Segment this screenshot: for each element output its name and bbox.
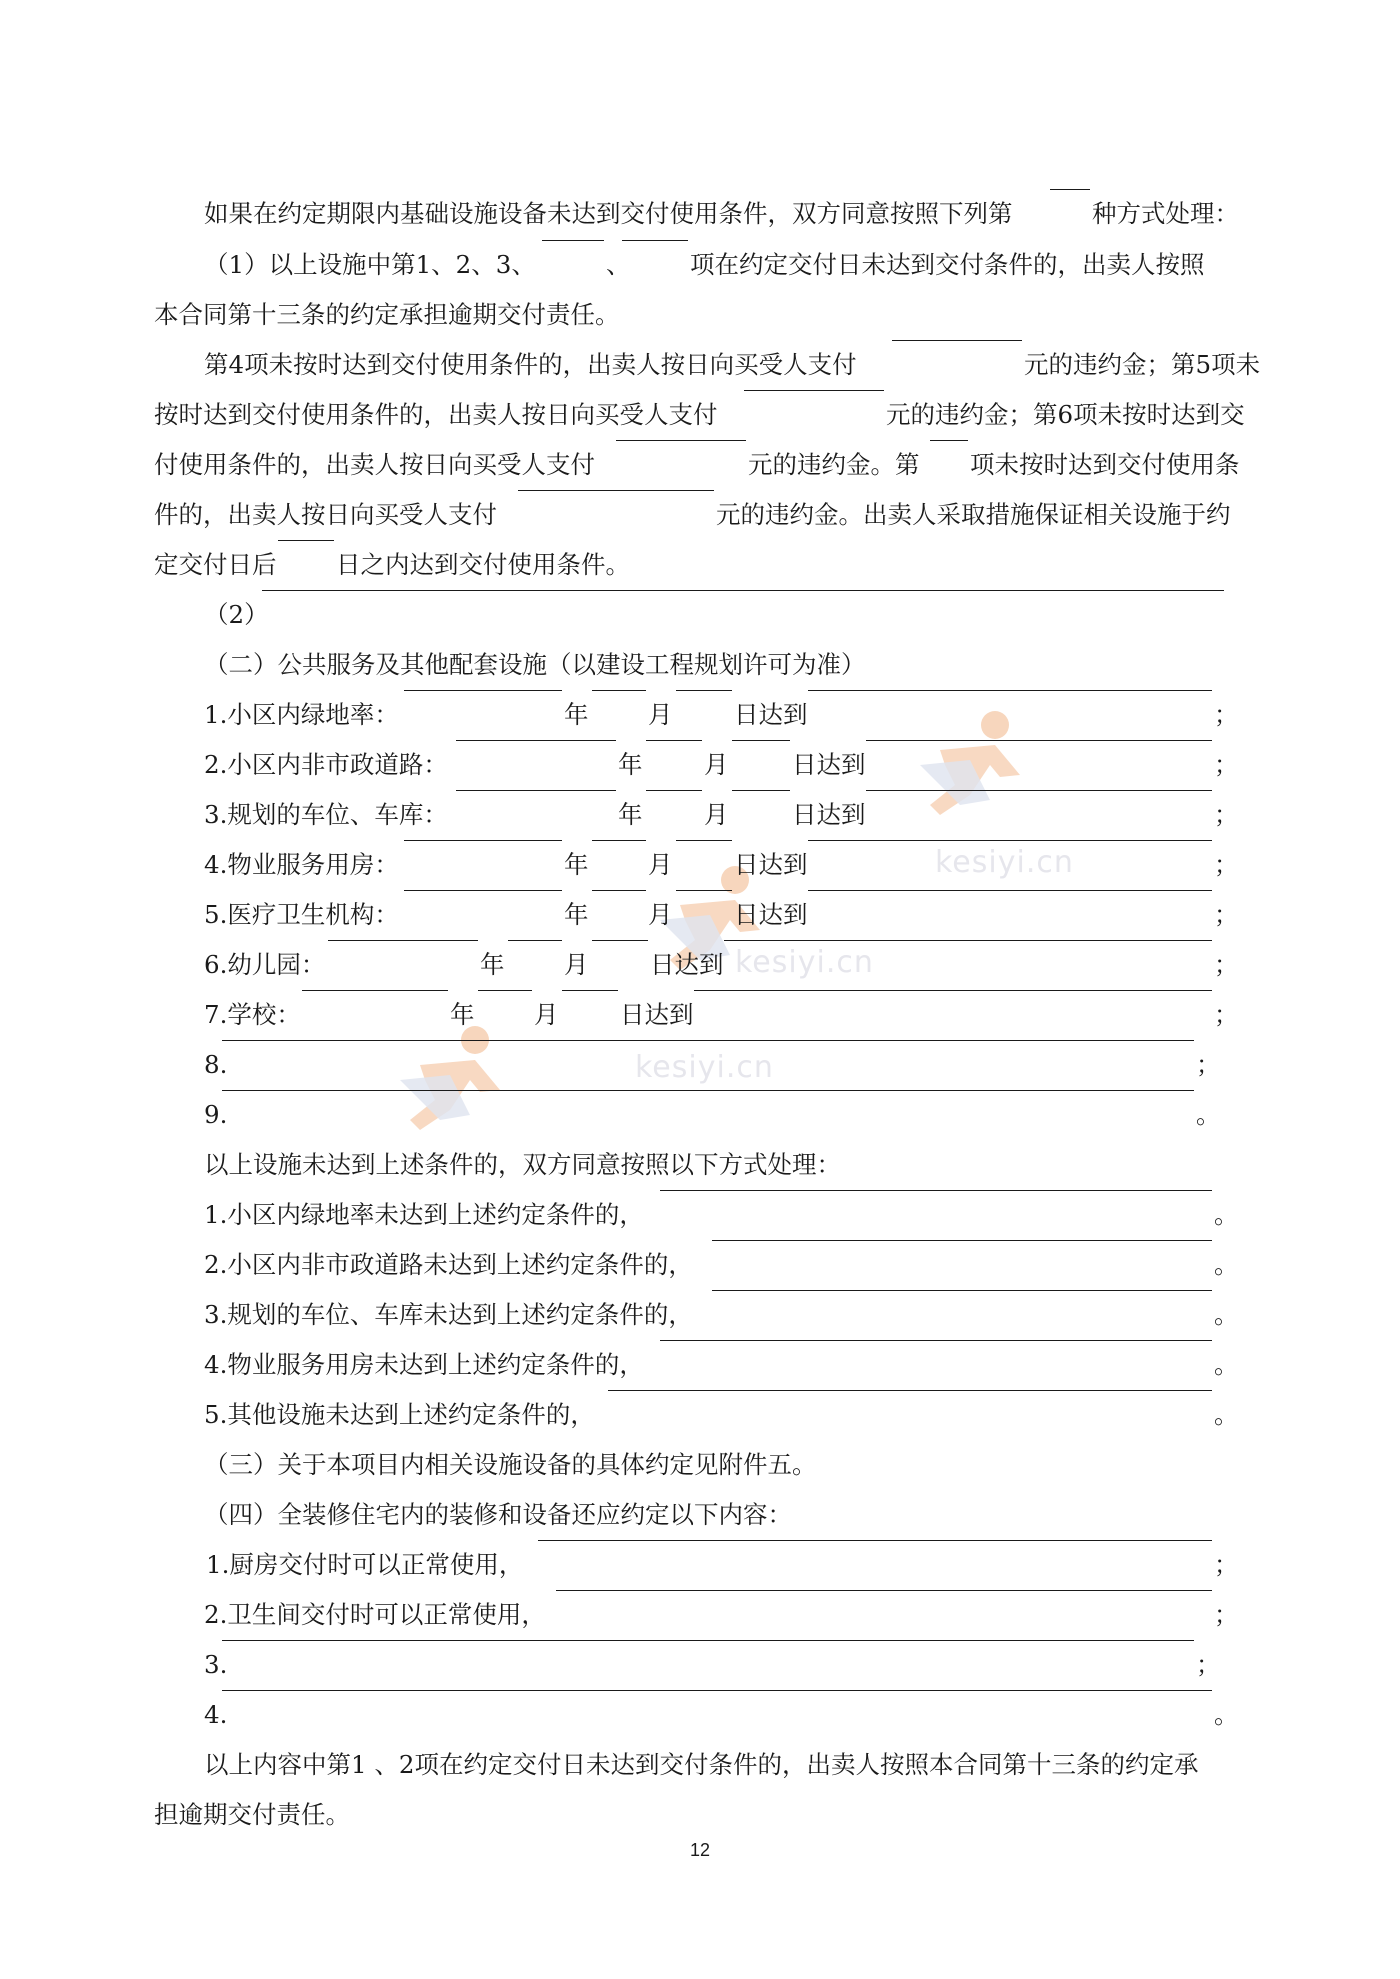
final-line1 <box>0 1740 1400 1790</box>
decor-row <box>0 1640 1400 1690</box>
decor-field[interactable] <box>538 1540 1212 1541</box>
facility-condition-field[interactable] <box>694 990 1212 991</box>
penalty-text: 元的违约金；第5项未 <box>1024 350 1261 379</box>
section2-title <box>0 640 1400 690</box>
month-label: 月 <box>648 900 673 929</box>
month-label: 月 <box>564 950 589 979</box>
day-reach-label: 日达到 <box>734 850 808 879</box>
handling-label: 1.小区内绿地率未达到上述约定条件的， <box>204 1200 644 1229</box>
year-label: 年 <box>564 900 589 929</box>
item1-line2 <box>0 290 1400 340</box>
penalty-line2 <box>0 390 1400 440</box>
item2-line <box>0 590 1400 640</box>
facility-year-field[interactable] <box>456 740 616 741</box>
handling-label: 5.其他设施未达到上述约定条件的， <box>204 1400 595 1429</box>
final-line2 <box>0 1790 1400 1840</box>
decor-field[interactable] <box>556 1590 1212 1591</box>
extra-facility-row <box>0 1040 1400 1090</box>
month-label: 月 <box>704 800 729 829</box>
penalty-field-6[interactable] <box>616 440 746 441</box>
decor-field[interactable] <box>222 1690 1212 1691</box>
penalty-text: 定交付日后 <box>154 550 277 579</box>
extra-item-label: 9. <box>204 1100 228 1129</box>
facility-month-field[interactable] <box>646 740 702 741</box>
period: 。 <box>1214 1200 1239 1229</box>
watermark-text: kesiyi.cn <box>635 1050 774 1085</box>
facility-condition-field[interactable] <box>724 940 1212 941</box>
penalty-line1 <box>0 340 1400 390</box>
item2-label: （2） <box>204 600 269 629</box>
year-label: 年 <box>618 750 643 779</box>
item1-field-a[interactable] <box>542 240 604 241</box>
handling-row <box>0 1390 1400 1440</box>
facility-label: 5.医疗卫生机构： <box>204 900 399 929</box>
facility-month-field[interactable] <box>592 890 646 891</box>
penalty-field-5[interactable] <box>744 390 884 391</box>
handling-label: 4.物业服务用房未达到上述约定条件的， <box>204 1350 644 1379</box>
facility-year-field[interactable] <box>456 790 616 791</box>
decor-row <box>0 1690 1400 1740</box>
penalty-text: 元的违约金；第6项未按时达到交 <box>886 400 1245 429</box>
penalty-field-other[interactable] <box>518 490 714 491</box>
semicolon: ； <box>1214 800 1239 829</box>
facility-month-field[interactable] <box>592 840 646 841</box>
period: 。 <box>1214 1350 1239 1379</box>
handling-field[interactable] <box>608 1390 1212 1391</box>
facility-condition-field[interactable] <box>866 740 1212 741</box>
extra-facility-row <box>0 1090 1400 1140</box>
facility-label: 6.幼儿园： <box>204 950 326 979</box>
facility-day-field[interactable] <box>562 990 618 991</box>
facility-label: 7.学校： <box>204 1000 301 1029</box>
item1-field-b[interactable] <box>622 240 688 241</box>
facility-year-field[interactable] <box>404 840 562 841</box>
facility-year-field[interactable] <box>404 890 562 891</box>
day-reach-label: 日达到 <box>650 950 724 979</box>
year-label: 年 <box>450 1000 475 1029</box>
facility-year-field[interactable] <box>302 990 448 991</box>
penalty-text: 第4项未按时达到交付使用条件的，出卖人按日向买受人支付 <box>204 350 857 379</box>
period: 。 <box>1214 1400 1239 1429</box>
semicolon: ； <box>1214 1550 1239 1579</box>
facility-condition-field[interactable] <box>808 840 1212 841</box>
decor-label: 3. <box>204 1650 228 1679</box>
penalty-text: 元的违约金。第 <box>748 450 920 479</box>
period: 。 <box>1214 1250 1239 1279</box>
semicolon: ； <box>1214 750 1239 779</box>
extra-item-field[interactable] <box>222 1040 1194 1041</box>
facility-day-field[interactable] <box>732 790 790 791</box>
handling-field[interactable] <box>660 1190 1212 1191</box>
facility-label: 3.规划的车位、车库： <box>204 800 448 829</box>
period: 。 <box>1196 1100 1221 1129</box>
penalty-text: 项未按时达到交付使用条 <box>970 450 1240 479</box>
item1-text-end: 项在约定交付日未达到交付条件的，出卖人按照 <box>690 250 1205 279</box>
period: 。 <box>1214 1700 1239 1729</box>
handling-row <box>0 1240 1400 1290</box>
facility-label: 1.小区内绿地率： <box>204 700 399 729</box>
item1-text: （1）以上设施中第1、2、3、 <box>204 250 536 279</box>
penalty-text: 按时达到交付使用条件的，出卖人按日向买受人支付 <box>154 400 718 429</box>
day-reach-label: 日达到 <box>792 800 866 829</box>
handling-label: 2.小区内非市政道路未达到上述约定条件的， <box>204 1250 693 1279</box>
handling-field[interactable] <box>712 1240 1212 1241</box>
item2-field[interactable] <box>262 590 1224 591</box>
penalty-text: 元的违约金。出卖人采取措施保证相关设施于约 <box>716 500 1231 529</box>
item1-line1 <box>0 240 1400 290</box>
handling-field[interactable] <box>712 1290 1212 1291</box>
day-reach-label: 日达到 <box>734 900 808 929</box>
facility-month-field[interactable] <box>646 790 702 791</box>
facility-label: 4.物业服务用房： <box>204 850 399 879</box>
handling-row <box>0 1190 1400 1240</box>
facility-month-field[interactable] <box>508 940 562 941</box>
facility-day-field[interactable] <box>732 740 790 741</box>
facility-month-field[interactable] <box>592 690 646 691</box>
facility-row <box>0 990 1400 1040</box>
year-label: 年 <box>480 950 505 979</box>
penalty-field-4[interactable] <box>892 340 1022 341</box>
extra-item-field[interactable] <box>222 1090 1194 1091</box>
decor-label: 1.厨房交付时可以正常使用， <box>206 1550 524 1579</box>
penalty-item-number-field[interactable] <box>930 440 968 441</box>
semicolon: ； <box>1214 900 1239 929</box>
handling-field[interactable] <box>660 1340 1212 1341</box>
facility-row <box>0 740 1400 790</box>
facility-condition-field[interactable] <box>808 690 1212 691</box>
facility-year-field[interactable] <box>404 690 562 691</box>
facility-month-field[interactable] <box>478 990 532 991</box>
facility-day-field[interactable] <box>676 840 732 841</box>
page-number: 12 <box>689 1840 711 1860</box>
item1-separator: 、 <box>606 250 631 279</box>
day-reach-label: 日达到 <box>734 700 808 729</box>
semicolon: ； <box>1196 1050 1221 1079</box>
handling-title-text: 以上设施未达到上述条件的，双方同意按照以下方式处理： <box>204 1150 841 1179</box>
month-label: 月 <box>534 1000 559 1029</box>
day-reach-label: 日达到 <box>792 750 866 779</box>
facility-condition-field[interactable] <box>808 890 1212 891</box>
method-line <box>0 189 1400 239</box>
day-reach-label: 日达到 <box>620 1000 694 1029</box>
extra-item-label: 8. <box>204 1050 228 1079</box>
section4-title <box>0 1490 1400 1540</box>
facility-label: 2.小区内非市政道路： <box>204 750 448 779</box>
section2-title-text: （二）公共服务及其他配套设施（以建设工程规划许可为准） <box>204 650 866 679</box>
final-text: 以上内容中第1 、2项在约定交付日未达到交付条件的，出卖人按照本合同第十三条的约定承 <box>204 1750 1199 1779</box>
semicolon: ； <box>1214 1600 1239 1629</box>
facility-day-field[interactable] <box>676 890 732 891</box>
decor-label: 4. <box>204 1700 228 1729</box>
method-number-field[interactable] <box>1050 189 1090 190</box>
penalty-line4 <box>0 490 1400 540</box>
facility-row <box>0 940 1400 990</box>
penalty-text: 付使用条件的，出卖人按日向买受人支付 <box>154 450 595 479</box>
penalty-text: 日之内达到交付使用条件。 <box>336 550 630 579</box>
period: 。 <box>1214 1300 1239 1329</box>
month-label: 月 <box>704 750 729 779</box>
facility-row <box>0 790 1400 840</box>
penalty-line3 <box>0 440 1400 490</box>
penalty-text: 件的，出卖人按日向买受人支付 <box>154 500 497 529</box>
method-text-end: 种方式处理： <box>1092 199 1239 228</box>
penalty-line5 <box>0 540 1400 590</box>
handling-row <box>0 1290 1400 1340</box>
method-text: 如果在约定期限内基础设施设备未达到交付使用条件，双方同意按照下列第 <box>204 199 1013 228</box>
semicolon: ； <box>1214 950 1239 979</box>
section3-line <box>0 1440 1400 1490</box>
handling-title <box>0 1140 1400 1190</box>
handling-row <box>0 1340 1400 1390</box>
decor-label: 2.卫生间交付时可以正常使用， <box>204 1600 546 1629</box>
facility-row <box>0 890 1400 940</box>
item1-text-continued: 本合同第十三条的约定承担逾期交付责任。 <box>154 300 620 329</box>
watermark-text: kesiyi.cn <box>935 845 1074 880</box>
watermark-text: kesiyi.cn <box>735 945 874 980</box>
month-label: 月 <box>648 700 673 729</box>
section3-text: （三）关于本项目内相关设施设备的具体约定见附件五。 <box>204 1450 817 1479</box>
semicolon: ； <box>1214 1000 1239 1029</box>
penalty-days-field[interactable] <box>278 540 334 541</box>
section4-title-text: （四）全装修住宅内的装修和设备还应约定以下内容： <box>204 1500 792 1529</box>
handling-label: 3.规划的车位、车库未达到上述约定条件的， <box>204 1300 693 1329</box>
facility-row <box>0 690 1400 740</box>
decor-row <box>0 1540 1400 1590</box>
month-label: 月 <box>648 850 673 879</box>
final-text: 担逾期交付责任。 <box>154 1800 350 1829</box>
semicolon: ； <box>1214 850 1239 879</box>
decor-field[interactable] <box>222 1640 1194 1641</box>
facility-year-field[interactable] <box>328 940 478 941</box>
facility-condition-field[interactable] <box>866 790 1212 791</box>
year-label: 年 <box>618 800 643 829</box>
facility-day-field[interactable] <box>676 690 732 691</box>
year-label: 年 <box>564 700 589 729</box>
decor-row <box>0 1590 1400 1640</box>
facility-row <box>0 840 1400 890</box>
facility-day-field[interactable] <box>592 940 648 941</box>
year-label: 年 <box>564 850 589 879</box>
semicolon: ； <box>1196 1650 1221 1679</box>
semicolon: ； <box>1214 700 1239 729</box>
